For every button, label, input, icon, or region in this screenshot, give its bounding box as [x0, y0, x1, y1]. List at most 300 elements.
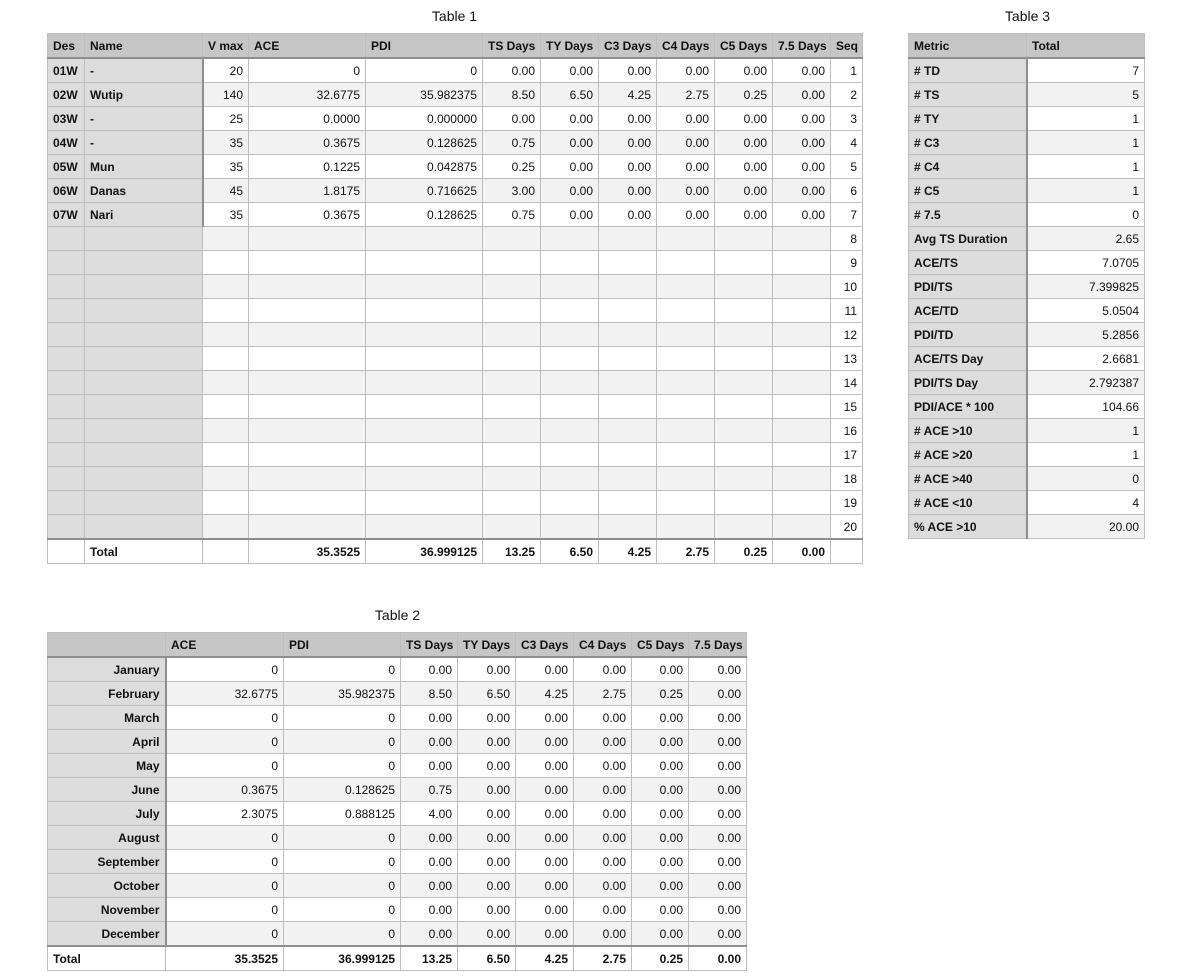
pdi-cell: 0.716625 — [366, 179, 483, 203]
d75-cell: 0.00 — [689, 682, 747, 706]
month-cell: December — [48, 922, 166, 947]
name-cell — [85, 299, 203, 323]
table-row — [909, 443, 1145, 467]
empty-cell — [366, 227, 483, 251]
empty-cell — [599, 251, 657, 275]
total-d75-cell: 0.00 — [773, 539, 831, 564]
month-cell: October — [48, 874, 166, 898]
month-cell: April — [48, 730, 166, 754]
table-row — [48, 682, 747, 706]
total-label: Total — [48, 946, 166, 971]
seq-cell: 6 — [831, 179, 863, 203]
empty-cell — [599, 299, 657, 323]
empty-cell — [366, 395, 483, 419]
table-row — [48, 826, 747, 850]
c5-cell: 0.00 — [632, 850, 689, 874]
ts-cell: 0.00 — [401, 898, 458, 922]
d75-cell: 0.00 — [773, 107, 831, 131]
metric-cell: ACE/TS Day — [909, 347, 1027, 371]
column-header: 7.5 Days — [689, 633, 747, 658]
designation-cell: 02W — [48, 83, 85, 107]
ace-cell: 0.3675 — [166, 778, 284, 802]
total-cell: 20.00 — [1027, 515, 1145, 539]
empty-cell — [715, 323, 773, 347]
empty-cell — [773, 275, 831, 299]
table-row — [48, 179, 863, 203]
empty-cell — [541, 371, 599, 395]
c5-cell: 0.00 — [715, 58, 773, 83]
vmax-cell: 20 — [203, 58, 249, 83]
pdi-cell: 0 — [284, 826, 401, 850]
empty-cell — [831, 539, 863, 564]
table3-title: Table 3 — [1004, 8, 1051, 24]
table-row — [48, 778, 747, 802]
ty-cell: 0.00 — [541, 179, 599, 203]
total-d75-cell: 0.00 — [689, 946, 747, 971]
ts-cell: 0.00 — [401, 826, 458, 850]
column-header: Name — [85, 34, 203, 59]
empty-cell — [541, 227, 599, 251]
seq-cell: 9 — [831, 251, 863, 275]
empty-row — [48, 443, 863, 467]
d75-cell: 0.00 — [689, 754, 747, 778]
table-row — [909, 299, 1145, 323]
empty-cell — [657, 299, 715, 323]
c4-cell: 0.00 — [574, 802, 632, 826]
name-cell — [85, 419, 203, 443]
empty-cell — [541, 515, 599, 540]
empty-row — [48, 515, 863, 540]
seq-cell: 2 — [831, 83, 863, 107]
ace-cell: 0 — [166, 754, 284, 778]
designation-cell: 01W — [48, 58, 85, 83]
seq-cell: 13 — [831, 347, 863, 371]
ty-cell: 0.00 — [541, 58, 599, 83]
vmax-cell: 45 — [203, 179, 249, 203]
c5-cell: 0.00 — [715, 131, 773, 155]
empty-cell — [203, 467, 249, 491]
c4-cell: 2.75 — [574, 682, 632, 706]
ty-cell: 0.00 — [458, 730, 516, 754]
c3-cell: 0.00 — [516, 802, 574, 826]
c5-cell: 0.00 — [632, 778, 689, 802]
empty-row — [48, 275, 863, 299]
empty-cell — [541, 491, 599, 515]
empty-cell — [483, 467, 541, 491]
table-row — [909, 323, 1145, 347]
designation-cell — [48, 491, 85, 515]
empty-cell — [541, 419, 599, 443]
seq-cell: 18 — [831, 467, 863, 491]
total-ts-cell: 13.25 — [401, 946, 458, 971]
empty-cell — [483, 299, 541, 323]
pdi-cell: 0.000000 — [366, 107, 483, 131]
ace-cell: 0 — [166, 730, 284, 754]
column-header: C4 Days — [574, 633, 632, 658]
designation-cell — [48, 395, 85, 419]
empty-cell — [541, 467, 599, 491]
ts-cell: 0.75 — [483, 131, 541, 155]
empty-cell — [773, 347, 831, 371]
total-cell: 5.2856 — [1027, 323, 1145, 347]
ace-cell: 0 — [166, 874, 284, 898]
empty-cell — [249, 227, 366, 251]
table-row — [48, 83, 863, 107]
table-row — [909, 371, 1145, 395]
name-cell — [85, 347, 203, 371]
ty-cell: 0.00 — [458, 802, 516, 826]
empty-cell — [657, 443, 715, 467]
total-label: Total — [85, 539, 203, 564]
ace-cell: 32.6775 — [166, 682, 284, 706]
empty-row — [48, 467, 863, 491]
month-cell: January — [48, 657, 166, 682]
name-cell — [85, 491, 203, 515]
d75-cell: 0.00 — [689, 850, 747, 874]
ace-cell: 2.3075 — [166, 802, 284, 826]
empty-cell — [366, 515, 483, 540]
column-header: ACE — [249, 34, 366, 59]
empty-cell — [203, 419, 249, 443]
ty-cell: 0.00 — [541, 107, 599, 131]
c4-cell: 0.00 — [574, 922, 632, 947]
ts-cell: 0.00 — [401, 657, 458, 682]
total-cell: 5.0504 — [1027, 299, 1145, 323]
ace-cell: 1.8175 — [249, 179, 366, 203]
empty-cell — [483, 347, 541, 371]
empty-cell — [249, 419, 366, 443]
d75-cell: 0.00 — [689, 657, 747, 682]
seq-cell: 7 — [831, 203, 863, 227]
seq-cell: 10 — [831, 275, 863, 299]
name-cell — [85, 251, 203, 275]
c3-cell: 0.00 — [516, 730, 574, 754]
empty-cell — [366, 347, 483, 371]
d75-cell: 0.00 — [773, 203, 831, 227]
ty-cell: 0.00 — [458, 850, 516, 874]
table-row — [909, 467, 1145, 491]
c4-cell: 0.00 — [657, 58, 715, 83]
table-row — [48, 730, 747, 754]
seq-cell: 8 — [831, 227, 863, 251]
empty-cell — [483, 323, 541, 347]
total-c5-cell: 0.25 — [715, 539, 773, 564]
column-header: Metric — [909, 34, 1027, 59]
empty-cell — [773, 491, 831, 515]
seq-cell: 16 — [831, 419, 863, 443]
empty-cell — [483, 395, 541, 419]
c3-cell: 0.00 — [516, 922, 574, 947]
table-row — [48, 754, 747, 778]
total-c3-cell: 4.25 — [516, 946, 574, 971]
empty-cell — [203, 275, 249, 299]
c4-cell: 0.00 — [574, 657, 632, 682]
column-header: C5 Days — [715, 34, 773, 59]
seq-cell: 17 — [831, 443, 863, 467]
empty-cell — [715, 371, 773, 395]
ts-cell: 0.00 — [401, 730, 458, 754]
pdi-cell: 0 — [284, 850, 401, 874]
c5-cell: 0.00 — [632, 898, 689, 922]
column-header: TS Days — [401, 633, 458, 658]
empty-cell — [203, 227, 249, 251]
empty-cell — [249, 347, 366, 371]
c3-cell: 0.00 — [599, 155, 657, 179]
table-row — [909, 83, 1145, 107]
empty-cell — [715, 395, 773, 419]
ts-cell: 8.50 — [401, 682, 458, 706]
empty-cell — [541, 299, 599, 323]
empty-cell — [249, 299, 366, 323]
metric-cell: # ACE >20 — [909, 443, 1027, 467]
name-cell — [85, 275, 203, 299]
pdi-cell: 0 — [284, 922, 401, 947]
empty-cell — [203, 299, 249, 323]
total-c4-cell: 2.75 — [574, 946, 632, 971]
ace-cell: 0.3675 — [249, 203, 366, 227]
metric-cell: # C3 — [909, 131, 1027, 155]
table-row — [48, 898, 747, 922]
table-row — [909, 131, 1145, 155]
empty-cell — [715, 467, 773, 491]
designation-cell — [48, 419, 85, 443]
c5-cell: 0.25 — [632, 682, 689, 706]
metric-cell: # ACE >10 — [909, 419, 1027, 443]
metric-cell: # C5 — [909, 179, 1027, 203]
empty-row — [48, 251, 863, 275]
empty-cell — [541, 323, 599, 347]
empty-cell — [366, 491, 483, 515]
c4-cell: 0.00 — [574, 706, 632, 730]
empty-cell — [366, 251, 483, 275]
c3-cell: 0.00 — [516, 850, 574, 874]
seq-cell: 20 — [831, 515, 863, 540]
empty-row — [48, 347, 863, 371]
table-row — [48, 203, 863, 227]
c5-cell: 0.00 — [632, 657, 689, 682]
empty-row — [48, 323, 863, 347]
empty-cell — [483, 371, 541, 395]
total-cell: 7.0705 — [1027, 251, 1145, 275]
empty-cell — [483, 443, 541, 467]
pdi-cell: 35.982375 — [284, 682, 401, 706]
ace-cell: 0 — [166, 657, 284, 682]
empty-cell — [773, 467, 831, 491]
d75-cell: 0.00 — [773, 131, 831, 155]
seq-cell: 12 — [831, 323, 863, 347]
column-header: C4 Days — [657, 34, 715, 59]
designation-cell — [48, 347, 85, 371]
metric-cell: # ACE <10 — [909, 491, 1027, 515]
empty-cell — [203, 347, 249, 371]
designation-cell — [48, 443, 85, 467]
empty-cell — [599, 491, 657, 515]
c3-cell: 0.00 — [599, 58, 657, 83]
empty-cell — [366, 467, 483, 491]
c3-cell: 0.00 — [516, 874, 574, 898]
designation-cell: 05W — [48, 155, 85, 179]
column-header: TY Days — [458, 633, 516, 658]
total-cell: 0 — [1027, 203, 1145, 227]
empty-cell — [366, 323, 483, 347]
month-cell: February — [48, 682, 166, 706]
c4-cell: 0.00 — [574, 898, 632, 922]
d75-cell: 0.00 — [689, 922, 747, 947]
designation-cell: 03W — [48, 107, 85, 131]
table-row — [48, 922, 747, 947]
c4-cell: 0.00 — [574, 826, 632, 850]
empty-cell — [203, 443, 249, 467]
month-cell: August — [48, 826, 166, 850]
pdi-cell: 0.128625 — [366, 131, 483, 155]
empty-row — [48, 491, 863, 515]
empty-cell — [249, 467, 366, 491]
c4-cell: 0.00 — [657, 107, 715, 131]
empty-cell — [715, 299, 773, 323]
total-cell: 1 — [1027, 179, 1145, 203]
column-header — [48, 633, 166, 658]
vmax-cell: 35 — [203, 155, 249, 179]
ace-cell: 0 — [166, 850, 284, 874]
column-header: C3 Days — [599, 34, 657, 59]
ty-cell: 0.00 — [458, 922, 516, 947]
c4-cell: 0.00 — [657, 179, 715, 203]
empty-cell — [657, 395, 715, 419]
name-cell: Danas — [85, 179, 203, 203]
c4-cell: 0.00 — [657, 131, 715, 155]
total-cell: 7 — [1027, 58, 1145, 83]
pdi-cell: 35.982375 — [366, 83, 483, 107]
empty-cell — [249, 443, 366, 467]
table2 — [47, 632, 747, 971]
table-row — [909, 419, 1145, 443]
ts-cell: 0.25 — [483, 155, 541, 179]
designation-cell: 06W — [48, 179, 85, 203]
designation-cell — [48, 515, 85, 540]
empty-cell — [657, 467, 715, 491]
table3-body — [909, 58, 1145, 539]
d75-cell: 0.00 — [773, 179, 831, 203]
empty-row — [48, 395, 863, 419]
ts-cell: 0.00 — [483, 107, 541, 131]
metric-cell: PDI/TS — [909, 275, 1027, 299]
column-header: PDI — [366, 34, 483, 59]
metric-cell: PDI/ACE * 100 — [909, 395, 1027, 419]
empty-cell — [483, 275, 541, 299]
ty-cell: 6.50 — [541, 83, 599, 107]
ace-cell: 0 — [166, 826, 284, 850]
ace-cell: 0.3675 — [249, 131, 366, 155]
pdi-cell: 0.042875 — [366, 155, 483, 179]
total-c4-cell: 2.75 — [657, 539, 715, 564]
empty-cell — [715, 227, 773, 251]
c4-cell: 0.00 — [574, 778, 632, 802]
month-cell: November — [48, 898, 166, 922]
pdi-cell: 0 — [284, 754, 401, 778]
c3-cell: 0.00 — [516, 778, 574, 802]
name-cell — [85, 467, 203, 491]
metric-cell: # C4 — [909, 155, 1027, 179]
total-c3-cell: 4.25 — [599, 539, 657, 564]
pdi-cell: 0.888125 — [284, 802, 401, 826]
empty-cell — [715, 347, 773, 371]
empty-cell — [599, 347, 657, 371]
empty-cell — [773, 371, 831, 395]
metric-cell: ACE/TD — [909, 299, 1027, 323]
empty-cell — [203, 395, 249, 419]
metric-cell: # ACE >40 — [909, 467, 1027, 491]
c3-cell: 0.00 — [599, 131, 657, 155]
table-row — [48, 850, 747, 874]
empty-cell — [657, 515, 715, 540]
empty-cell — [366, 299, 483, 323]
c5-cell: 0.00 — [715, 203, 773, 227]
pdi-cell: 0 — [284, 730, 401, 754]
empty-cell — [483, 515, 541, 540]
d75-cell: 0.00 — [689, 874, 747, 898]
vmax-cell: 25 — [203, 107, 249, 131]
empty-cell — [715, 443, 773, 467]
metric-cell: PDI/TS Day — [909, 371, 1027, 395]
designation-cell — [48, 323, 85, 347]
ty-cell: 0.00 — [541, 155, 599, 179]
column-header: PDI — [284, 633, 401, 658]
empty-cell — [203, 491, 249, 515]
table-row — [909, 179, 1145, 203]
empty-cell — [657, 323, 715, 347]
ts-cell: 0.00 — [401, 754, 458, 778]
ts-cell: 0.75 — [401, 778, 458, 802]
ts-cell: 8.50 — [483, 83, 541, 107]
empty-cell — [203, 251, 249, 275]
c5-cell: 0.00 — [632, 826, 689, 850]
empty-cell — [541, 443, 599, 467]
empty-cell — [203, 323, 249, 347]
vmax-cell: 35 — [203, 203, 249, 227]
ace-cell: 0.0000 — [249, 107, 366, 131]
c3-cell: 0.00 — [516, 898, 574, 922]
c3-cell: 0.00 — [516, 826, 574, 850]
ty-cell: 0.00 — [541, 203, 599, 227]
column-header: Des — [48, 34, 85, 59]
table-row — [909, 58, 1145, 83]
c5-cell: 0.00 — [632, 754, 689, 778]
name-cell: - — [85, 107, 203, 131]
empty-cell — [715, 515, 773, 540]
metric-cell: # TY — [909, 107, 1027, 131]
empty-cell — [483, 419, 541, 443]
table1 — [47, 33, 863, 564]
c3-cell: 0.00 — [516, 754, 574, 778]
empty-cell — [541, 275, 599, 299]
empty-cell — [657, 491, 715, 515]
column-header: TY Days — [541, 34, 599, 59]
empty-cell — [773, 443, 831, 467]
name-cell: Mun — [85, 155, 203, 179]
ty-cell: 0.00 — [458, 898, 516, 922]
empty-cell — [203, 371, 249, 395]
empty-cell — [483, 227, 541, 251]
empty-cell — [249, 323, 366, 347]
total-c5-cell: 0.25 — [632, 946, 689, 971]
total-cell: 7.399825 — [1027, 275, 1145, 299]
name-cell — [85, 371, 203, 395]
total-cell: 1 — [1027, 419, 1145, 443]
c5-cell: 0.00 — [632, 874, 689, 898]
ace-cell: 0.1225 — [249, 155, 366, 179]
d75-cell: 0.00 — [689, 826, 747, 850]
seq-cell: 4 — [831, 131, 863, 155]
